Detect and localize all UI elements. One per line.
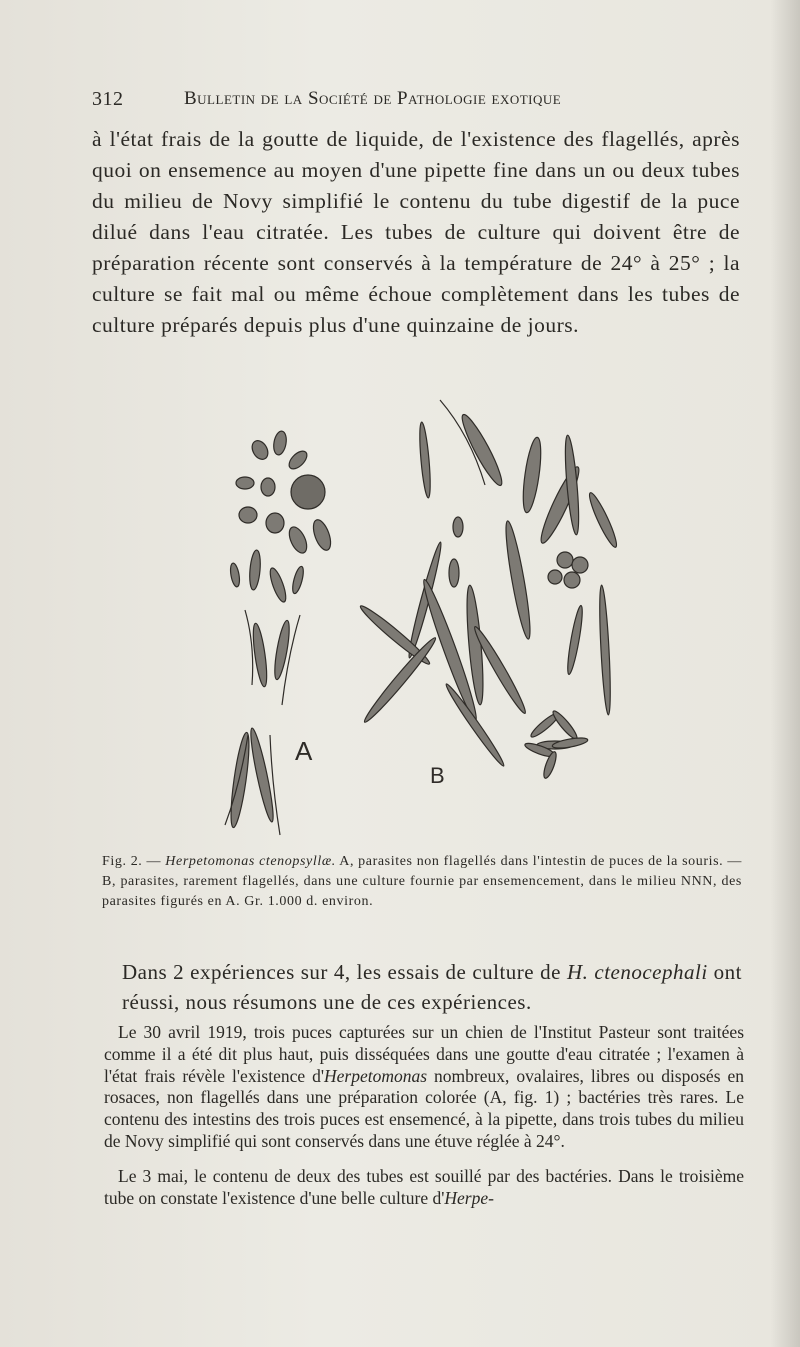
body-paragraph-2 bbox=[104, 1166, 744, 1210]
page-number: 312 bbox=[92, 88, 124, 110]
body1-genus: Herpetomonas bbox=[324, 1065, 428, 1086]
intro-paragraph: à l'état frais de la goutte de liquide, de l'existence des flagellés, après quoi on ensemence au moyen d'une pipette fine dans un ou deux tubes du milieu de Novy simplifié le contenu du tube digestif de la puce dilué dans l'eau citratée. Les tubes de culture qui doivent être de préparation récente sont conservés à la température de 24° à 25° ; la culture se fait mal ou même échoue complètement dans les tubes de culture préparés depuis plus d'une quinzaine de jours. bbox=[92, 127, 740, 337]
caption-figure-ref: Fig. 2. — bbox=[102, 854, 166, 869]
body1-text-before: Le 30 avril 1919, trois puces capturées sur un chien de l'Institut Pasteur sont traitées comme il a été dit plus haut, puis disséquées dans une goutte d'eau citratée ; l'examen à l'état frais révèle l'existence d' bbox=[104, 1022, 744, 1086]
lead-paragraph bbox=[122, 957, 742, 1017]
lead-text-before: Dans 2 expériences sur 4, les essais de culture de bbox=[122, 960, 567, 984]
caption-species: Herpetomonas ctenopsyllæ. bbox=[165, 854, 336, 869]
caption-text: A, parasites non flagellés dans l'intestin de puces de la souris. — B, parasites, rarement flagellés, dans une culture fournie par ensemencement, dans le milieu NNN, des parasites figurés en A. Gr. 1.000 d. environ. bbox=[102, 854, 742, 909]
lead-species: H. ctenocephali bbox=[566, 960, 708, 984]
figure-caption bbox=[102, 852, 742, 912]
page-gutter-shadow bbox=[770, 0, 800, 1347]
body1-text-after: nombreux, ovalaires, libres ou disposés en rosaces, non flagellés dans une préparation colorée (A, fig. 1) ; bactéries très rares. Le contenu des intestins des trois puces est ensemencé, à la pipette, dans trois tubes du milieu de Novy simplifié qui sont conservés dans une étuve réglée à 24°. bbox=[104, 1065, 744, 1151]
lead-text-after: ont réussi, nous résumons une de ces expériences. bbox=[122, 960, 742, 1014]
journal-title: Bulletin de la Société de Pathologie exotique bbox=[184, 88, 562, 109]
figure-label-a: A bbox=[295, 736, 313, 766]
figure-label-b: B bbox=[430, 763, 445, 788]
body2-genus: Herpe- bbox=[444, 1187, 494, 1208]
body2-text-before: Le 3 mai, le contenu de deux des tubes est souillé par des bactéries. Dans le troisième tube on constate l'existence d'une belle culture d' bbox=[104, 1166, 744, 1208]
parasite-drawing bbox=[200, 395, 630, 845]
figure-herpetomonas bbox=[200, 395, 630, 845]
body-paragraph-1 bbox=[104, 1022, 744, 1153]
running-header bbox=[92, 86, 692, 116]
